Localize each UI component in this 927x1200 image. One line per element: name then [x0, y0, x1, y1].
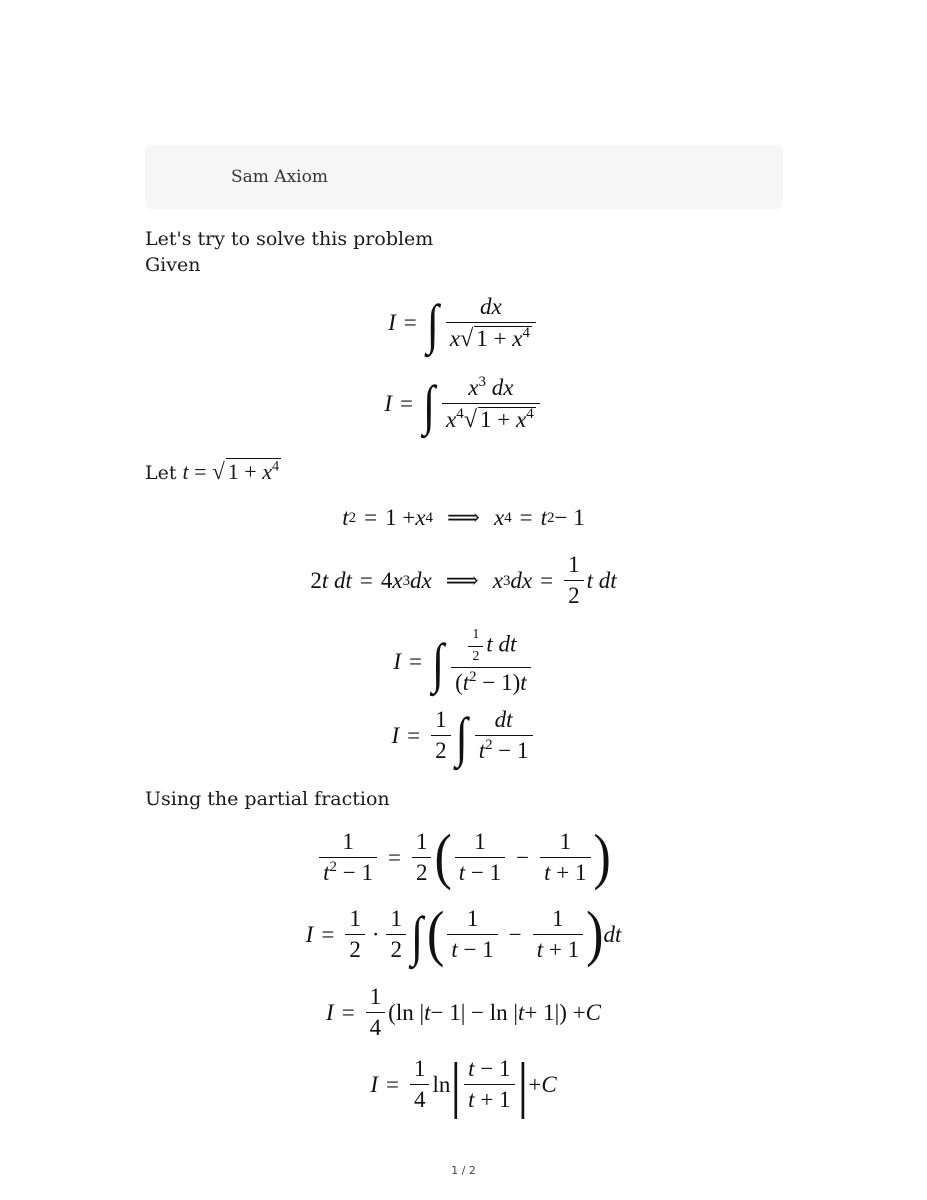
equation-integral-partial: I = $\frac{1}{2}$ · $\frac{1}{2}$ ∫ ( $\frac{1}{t - 1}$ − $\frac{1}{t + 1}$ ) dt [305, 899, 622, 969]
intro-text: Let's try to solve this problem [145, 228, 434, 250]
substitution-text [145, 458, 281, 486]
author-name: Sam Axiom [231, 167, 328, 187]
equation-differential: 2 t dt = 4 x 3 dx ⟹ x 3 dx = $\frac{1}{2}$ t dt [310, 552, 617, 609]
equation-integral-rewritten: I = ∫ $x^3$ dx $x^4$ √ $1 + x^4$ [0, 376, 927, 433]
let-word: Let [145, 462, 177, 484]
equation-integral-simplified: I = $\frac{1}{2}$ ∫ $\frac{dt}{t^2 - 1}$ [0, 708, 927, 763]
given-text: Given [145, 254, 201, 276]
substitution-formula: t = √ $1 + x^4$ [182, 458, 280, 484]
equation-t-squared: t 2 = 1 + x 4 ⟹ x 4 = t 2 − 1 [342, 505, 585, 530]
equation-integral-original: I = ∫ dx x √ $1 + x^4$ [0, 295, 927, 352]
partial-fraction-text: Using the partial fraction [145, 788, 390, 810]
equation-integral-in-t: I = ∫ $\frac{1}{2}$ t dt $(t^2 - 1)t$ [0, 628, 927, 696]
equation-log-difference: I = $\frac{1}{4}$ (ln | t − 1| − ln | t + 1|) + C [326, 984, 601, 1041]
equation-partial-fraction: $\frac{1}{t^2 - 1}$ = $\frac{1}{2}$ ( $\frac{1}{t - 1}$ − $\frac{1}{t + 1}$ ) [0, 830, 927, 885]
equation-final-answer: I = $\frac{1}{4}$ ln | $\frac{t - 1}{t + 1}$ | + C [370, 1050, 557, 1120]
author-card [145, 145, 783, 209]
page-number: 1 / 2 [451, 1164, 476, 1177]
